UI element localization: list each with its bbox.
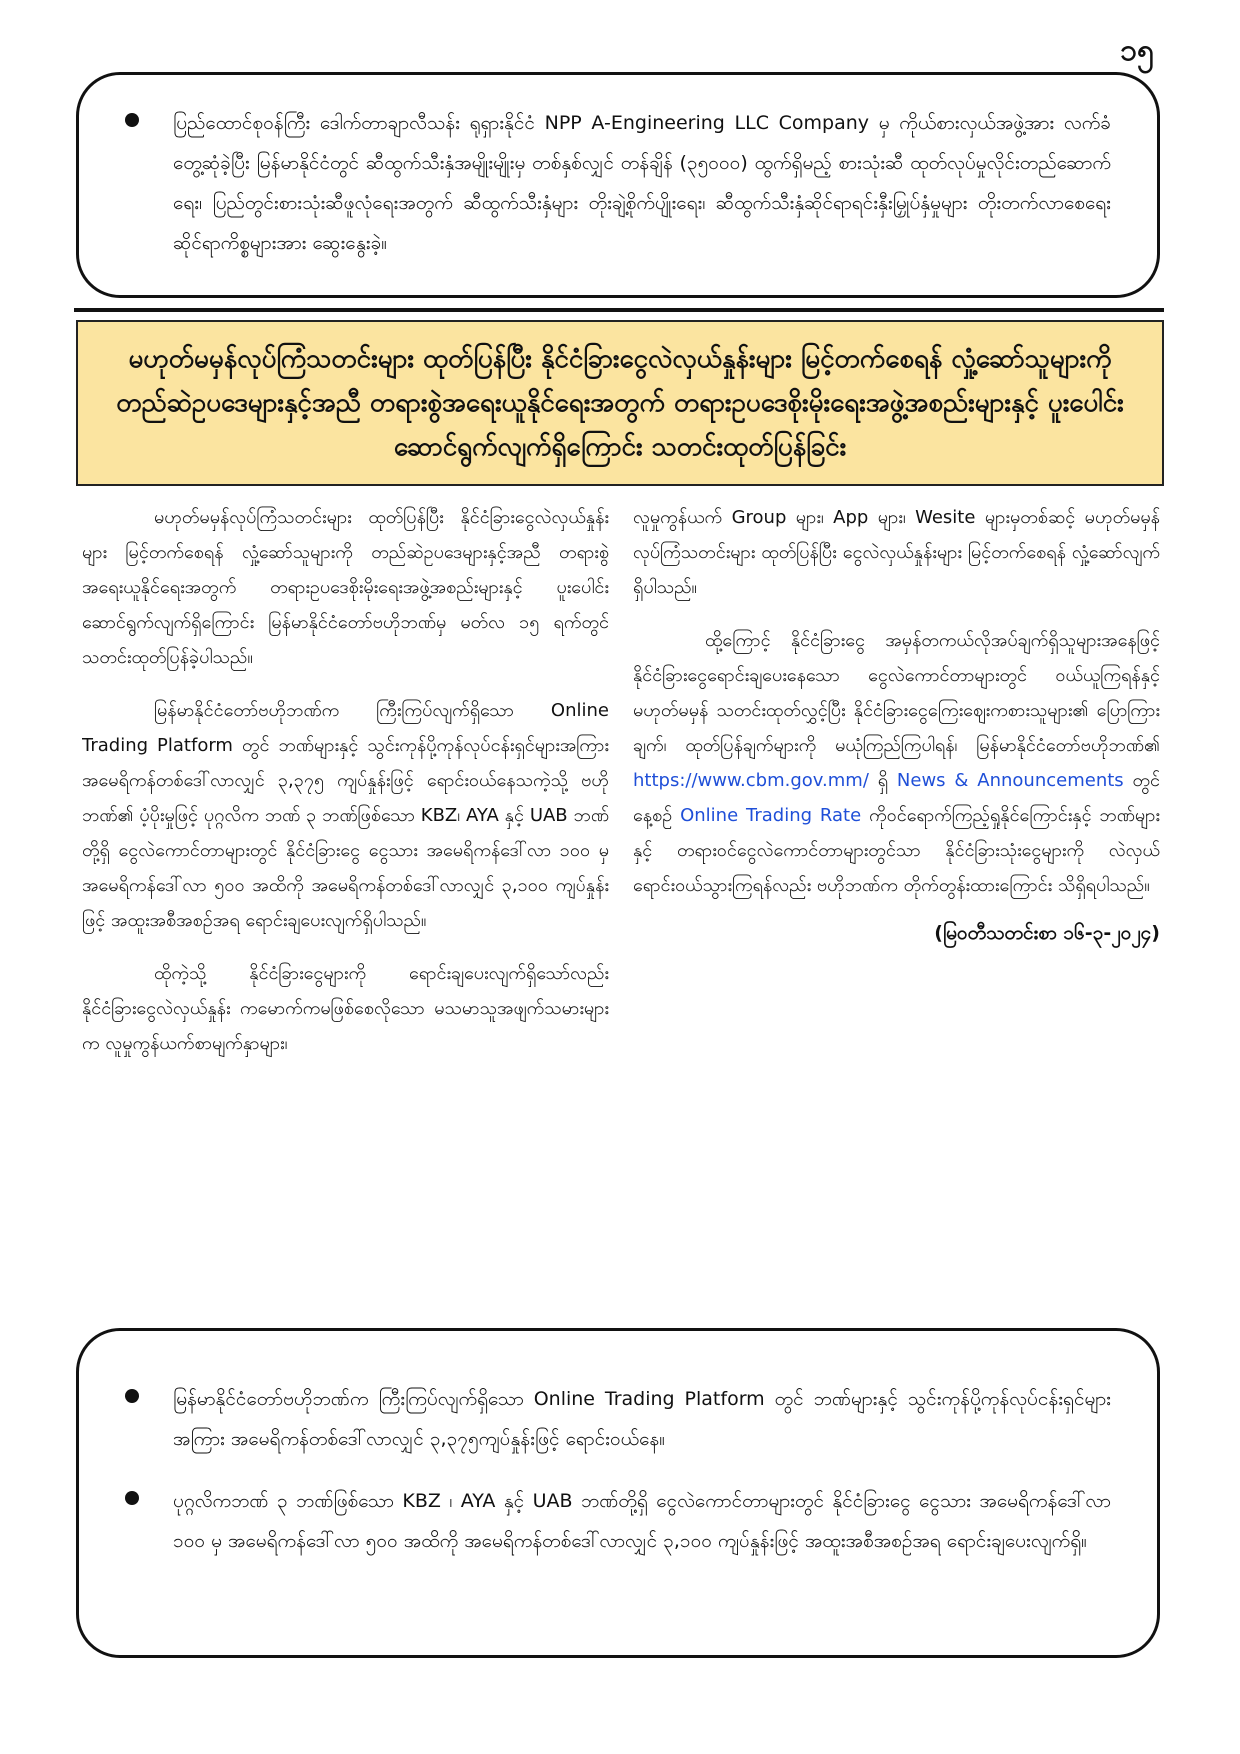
paragraph-text: ကိုဝင်ရောက်ကြည့်ရှုနိုင်ကြောင်းနှင့် ဘဏ်များနှင့် တရားဝင်ငွေလဲကောင်တာများတွင်သာ နိုင်ငံခြားသုံးငွေများကို လဲလှယ်ရောင်းဝယ်သွားကြရန်လည်း ဗဟိုဘဏ်က တိုက်တွန်းထားကြောင်း သိရှိရပါသည်။: [633, 805, 1160, 896]
summary-box-bottom: [76, 1328, 1160, 1658]
page-number: ၁၅: [1120, 33, 1154, 68]
article-headline: မဟုတ်မမှန်လုပ်ကြံသတင်းများ ထုတ်ပြန်ပြီး နိုင်ငံခြားငွေလဲလှယ်နှုန်းများ မြင့်တက်စေရန် လှုံ့ဆော်သူများကို တည်ဆဲဥပဒေများနှင့်အညီ တရားစွဲအရေးယူနိုင်ရေးအတွက် တရားဥပဒေစိုးမိုးရေးအဖွဲ့အစည်းများနှင့် ပူးပေါင်းဆောင်ရွက်လျက်ရှိကြောင်း သတင်းထုတ်ပြန်ခြင်း: [116, 344, 1124, 462]
paragraph-text: တွင် နေ့စဉ်: [633, 770, 1160, 826]
bullet-icon: [125, 113, 139, 127]
bullet-item: [125, 103, 1111, 263]
headline-box: [76, 320, 1164, 486]
article-paragraph: လူမှုကွန်ယက် Group များ၊ App များ၊ Wesite များမှတစ်ဆင့် မဟုတ်မမှန်လုပ်ကြံသတင်းများ ထုတ်ပြန်ပြီး ငွေလဲလှယ်နှုန်းများ မြင့်တက်စေရန် လှုံ့ဆော်လျက်ရှိပါသည်။: [633, 507, 1160, 598]
article-paragraph: မြန်မာနိုင်ငံတော်ဗဟိုဘဏ်က ကြီးကြပ်လျက်ရှိသော Online Trading Platform တွင် ဘဏ်များနှင့် သွင်းကုန်ပို့ကုန်လုပ်ငန်းရှင်များအကြား အမေရိကန်တစ်ဒေါ်လာလျှင် ၃,၃၇၅ ကျပ်နှုန်းဖြင့် ရောင်းဝယ်နေသကဲ့သို့ ဗဟိုဘဏ်၏ ပံ့ပိုးမှုဖြင့် ပုဂ္ဂလိက ဘဏ် ၃ ဘဏ်ဖြစ်သော KBZ၊ AYA နှင့် UAB ဘဏ်တို့ရှိ ငွေလဲကောင်တာများတွင် နိုင်ငံခြားငွေ ငွေသား အမေရိကန်ဒေါ်လာ ၁၀၀ မှ အမေရိကန်ဒေါ်လာ ၅၀၀ အထိကို အမေရိကန်တစ်ဒေါ်လာလျှင် ၃,၁၀၀ ကျပ်နှုန်းဖြင့် အထူးအစီအစဉ်အရ ရောင်းချပေးလျက်ရှိပါသည်။: [82, 700, 609, 931]
bullet-list: [125, 1379, 1111, 1561]
article-source: (မြဝတီသတင်းစာ ၁၆-၃-၂၀၂၄): [934, 922, 1160, 944]
article-paragraph: ထိုကဲ့သို့ နိုင်ငံခြားငွေများကို ရောင်းချပေးလျက်ရှိသော်လည်း နိုင်ငံခြားငွေလဲလှယ်နှုန်း ကမောက်ကမဖြစ်စေလိုသော မသမာသူအဖျက်သမားများက လူမှုကွန်ယက်စာမျက်နှာများ၊: [82, 963, 609, 1054]
bullet-item: [125, 1379, 1111, 1459]
bullet-item: [125, 1481, 1111, 1561]
section-divider: [74, 308, 1164, 312]
article-paragraph: မဟုတ်မမှန်လုပ်ကြံသတင်းများ ထုတ်ပြန်ပြီး နိုင်ငံခြားငွေလဲလှယ်နှုန်းများ မြင့်တက်စေရန် လှုံ့ဆော်သူများကို တည်ဆဲဥပဒေများနှင့်အညီ တရားစွဲအရေးယူနိုင်ရေးအတွက် တရားဥပဒေစိုးမိုးရေးအဖွဲ့အစည်းများနှင့် ပူးပေါင်းဆောင်ရွက်လျက်ရှိကြောင်း မြန်မာနိုင်ငံတော်ဗဟိုဘဏ်မှ မတ်လ ၁၅ ရက်တွင် သတင်းထုတ်ပြန်ခဲ့ပါသည်။: [82, 507, 609, 668]
paragraph-text: ထို့ကြောင့် နိုင်ငံခြားငွေ အမှန်တကယ်လိုအပ်ချက်ရှိသူများအနေဖြင့် နိုင်ငံခြားငွေရောင်းချပေးနေသော ငွေလဲကောင်တာများတွင် ဝယ်ယူကြရန်နှင့် မဟုတ်မမှန် သတင်းထုတ်လွှင့်ပြီး နိုင်ငံခြားငွေကြေးဈေးကစားသူများ၏ ပြောကြားချက်၊ ထုတ်ပြန်ချက်များကို မယုံကြည်ကြပါရန်၊ မြန်မာနိုင်ငံတော်ဗဟိုဘဏ်၏: [633, 630, 1160, 756]
bullet-icon: [125, 1389, 139, 1403]
bullet-text: ပုဂ္ဂလိကဘဏ် ၃ ဘဏ်ဖြစ်သော KBZ ၊ AYA နှင့် UAB ဘဏ်တို့ရှိ ငွေလဲကောင်တာများတွင် နိုင်ငံခြားငွေ ငွေသား အမေရိကန်ဒေါ်လာ ၁၀၀ မှ အမေရိကန်ဒေါ်လာ ၅၀၀ အထိကို အမေရိကန်တစ်ဒေါ်လာလျှင် ၃,၁၀၀ ကျပ်နှုန်းဖြင့် အထူးအစီအစဉ်အရ ရောင်းချပေးလျက်ရှိ။: [173, 1490, 1111, 1552]
bullet-text: ပြည်ထောင်စုဝန်ကြီး ဒေါက်တာချာလီသန်း ရုရှားနိုင်ငံ NPP A-Engineering LLC Company မှ ကိုယ်စားလှယ်အဖွဲ့အား လက်ခံတွေ့ဆုံခဲ့ပြီး မြန်မာနိုင်ငံတွင် ဆီထွက်သီးနှံအမျိုးမျိုးမှ တစ်နှစ်လျှင် တန်ချိန် (၃၅၀၀၀) ထွက်ရှိမည့် စားသုံးဆီ ထုတ်လုပ်မှုလိုင်းတည်ဆောက်ရေး၊ ပြည်တွင်းစားသုံးဆီဖူလုံရေးအတွက် ဆီထွက်သီးနှံများ တိုးချဲ့စိုက်ပျိုးရေး၊ ဆီထွက်သီးနှံဆိုင်ရာရင်းနှီးမြှုပ်နှံမှုများ တိုးတက်လာစေရေးဆိုင်ရာကိစ္စများအား ဆွေးနွေးခဲ့။: [173, 112, 1111, 254]
online-trading-rate-link[interactable]: Online Trading Rate: [680, 805, 862, 826]
bullet-text: မြန်မာနိုင်ငံတော်ဗဟိုဘဏ်က ကြီးကြပ်လျက်ရှိသော Online Trading Platform တွင် ဘဏ်များနှင့် သွင်းကုန်ပို့ကုန်လုပ်ငန်းရှင်များအကြား အမေရိကန်တစ်ဒေါ်လာလျှင် ၃,၃၇၅ကျပ်နှုန်းဖြင့် ရောင်းဝယ်နေ။: [173, 1388, 1111, 1450]
article-body: [82, 500, 1160, 1305]
bullet-icon: [125, 1491, 139, 1505]
news-announcements-link[interactable]: News & Announcements: [896, 770, 1124, 791]
article-column-right: [633, 500, 1160, 1305]
paragraph-text: ရှိ: [868, 770, 897, 791]
bullet-list: [125, 103, 1111, 263]
article-paragraph: [633, 623, 1160, 903]
cbm-website-link[interactable]: https://www.cbm.gov.mm/: [633, 770, 869, 791]
summary-box-top: [76, 72, 1160, 298]
article-column-left: [82, 500, 609, 1305]
